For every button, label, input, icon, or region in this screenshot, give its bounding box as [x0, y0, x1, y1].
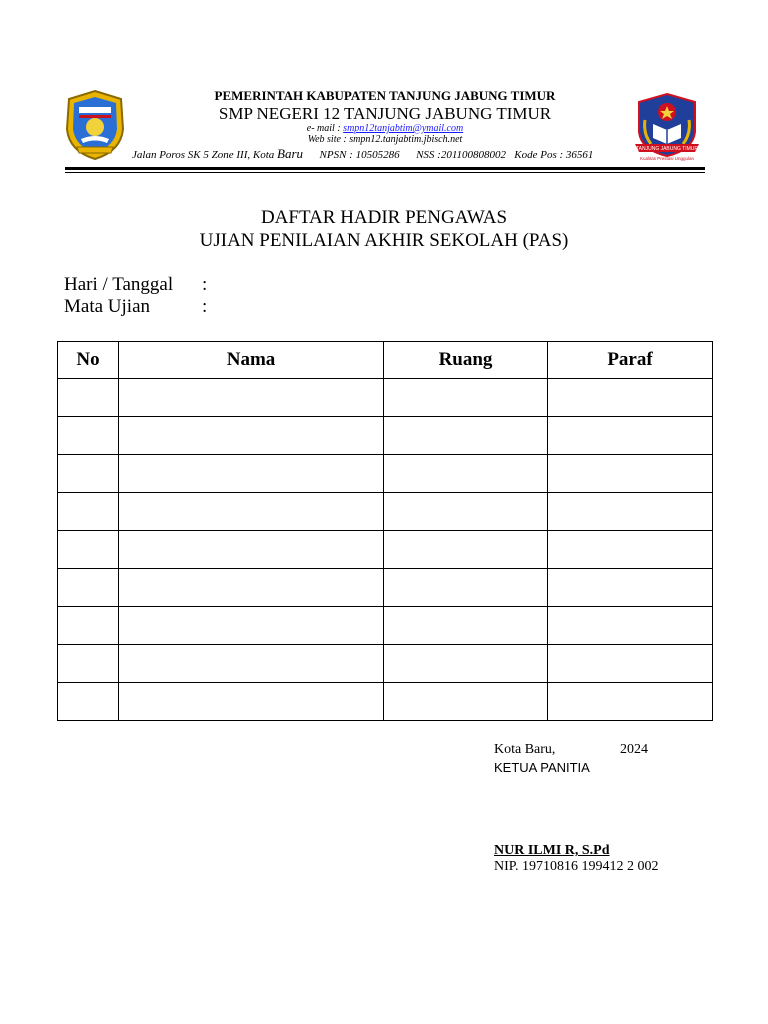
date-colon: : — [202, 274, 208, 295]
signature-place: Kota Baru, — [494, 742, 556, 757]
table-header-row — [58, 342, 713, 379]
cell-no[interactable] — [58, 379, 119, 417]
cell-no[interactable] — [58, 645, 119, 683]
logo-banner-text: TANJUNG JABUNG TIMUR — [635, 146, 699, 152]
subject-label: Mata Ujian — [64, 296, 151, 317]
government-line: PEMERINTAH KABUPATEN TANJUNG JABUNG TIMUR — [214, 88, 556, 103]
header-rule-thick — [65, 167, 705, 170]
subject-colon: : — [202, 296, 208, 317]
cell-paraf[interactable] — [548, 455, 713, 493]
address-line — [132, 146, 593, 162]
cell-no[interactable] — [58, 531, 119, 569]
cell-ruang[interactable] — [384, 417, 548, 455]
cell-no[interactable] — [58, 607, 119, 645]
header-paraf: Paraf — [548, 342, 713, 379]
cell-ruang[interactable] — [384, 607, 548, 645]
website-line: Web site : smpn12.tanjabtim.jbisch.net — [307, 134, 463, 145]
cell-no[interactable] — [58, 417, 119, 455]
table-row — [58, 569, 713, 607]
cell-paraf[interactable] — [548, 493, 713, 531]
address-start: Jalan Poros SK 5 Zone III, Kota — [132, 149, 278, 161]
document-title: DAFTAR HADIR PENGAWAS — [260, 207, 508, 228]
email-line — [130, 123, 640, 134]
document-subtitle: UJIAN PENILAIAN AKHIR SEKOLAH (PAS) — [199, 230, 569, 251]
signature-role: KETUA PANITIA — [494, 760, 590, 775]
signature-year: 2024 — [620, 742, 648, 757]
cell-paraf[interactable] — [548, 683, 713, 721]
cell-nama[interactable] — [119, 569, 384, 607]
table-row — [58, 683, 713, 721]
cell-nama[interactable] — [119, 417, 384, 455]
cell-nama[interactable] — [119, 607, 384, 645]
date-label: Hari / Tanggal — [64, 274, 174, 295]
address-codes: NPSN : 10505286 NSS :201100808002 Kode Pos : 36561 — [303, 149, 594, 161]
cell-nama[interactable] — [119, 379, 384, 417]
header-rule-thin — [65, 172, 705, 173]
header-nama: Nama — [119, 342, 384, 379]
table-row — [58, 417, 713, 455]
header-no: No — [58, 342, 119, 379]
table-row — [58, 607, 713, 645]
cell-paraf[interactable] — [548, 531, 713, 569]
table-row — [58, 531, 713, 569]
logo-motto-text: Kualitas Prestasi Unggulan — [639, 156, 695, 161]
cell-ruang[interactable] — [384, 379, 548, 417]
cell-paraf[interactable] — [548, 379, 713, 417]
header-ruang: Ruang — [384, 342, 548, 379]
school-name: SMP NEGERI 12 TANJUNG JABUNG TIMUR — [218, 104, 552, 123]
email-link[interactable]: smpn12tanjabtim@ymail.com — [343, 123, 464, 134]
email-prefix: e- mail : — [306, 123, 344, 134]
regency-emblem-icon — [63, 89, 127, 161]
table-row — [58, 645, 713, 683]
cell-ruang[interactable] — [384, 531, 548, 569]
table-row — [58, 455, 713, 493]
cell-no[interactable] — [58, 493, 119, 531]
cell-ruang[interactable] — [384, 493, 548, 531]
cell-paraf[interactable] — [548, 607, 713, 645]
cell-ruang[interactable] — [384, 645, 548, 683]
cell-nama[interactable] — [119, 531, 384, 569]
table-row — [58, 379, 713, 417]
cell-no[interactable] — [58, 569, 119, 607]
school-emblem-icon — [631, 90, 703, 162]
cell-paraf[interactable] — [548, 417, 713, 455]
table-row — [58, 493, 713, 531]
cell-no[interactable] — [58, 683, 119, 721]
address-city: Baru — [277, 146, 304, 161]
cell-nama[interactable] — [119, 493, 384, 531]
cell-ruang[interactable] — [384, 455, 548, 493]
cell-nama[interactable] — [119, 455, 384, 493]
cell-no[interactable] — [58, 455, 119, 493]
signer-name: NUR ILMI R, S.Pd — [494, 843, 610, 858]
cell-paraf[interactable] — [548, 645, 713, 683]
cell-nama[interactable] — [119, 683, 384, 721]
cell-paraf[interactable] — [548, 569, 713, 607]
attendance-table — [57, 341, 713, 721]
cell-ruang[interactable] — [384, 683, 548, 721]
cell-ruang[interactable] — [384, 569, 548, 607]
signer-nip: NIP. 19710816 199412 2 002 — [494, 859, 659, 874]
cell-nama[interactable] — [119, 645, 384, 683]
